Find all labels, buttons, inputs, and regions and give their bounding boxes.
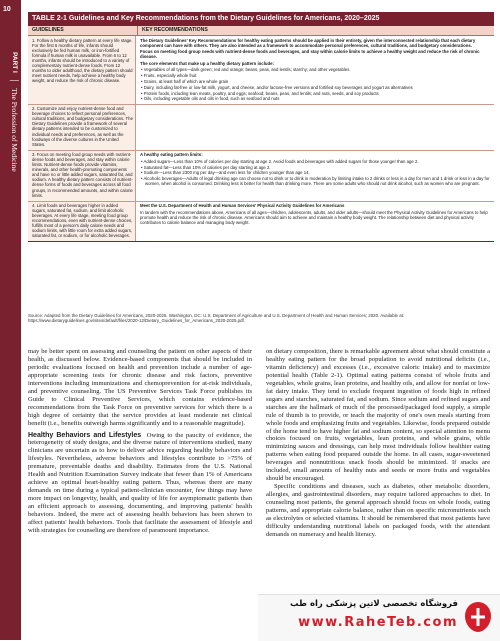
watermark-persian-text: فروشگاه تخصصی لاتین پزشکی راه طب [290,599,458,609]
sidebar-section-label: PART I│The Profession of Medicine [10,52,19,172]
raheteb-logo-icon [462,600,494,634]
table-row [28,36,494,105]
rec-core: The core elements that make up a healthy dietary pattern include: [140,60,274,66]
list-item: • Vegetables of all types—dark green; red and orange; beans, peas, and lentils; starchy; and other vegetables [141,67,350,73]
watermark-url: www.RaheTeb.com [298,615,458,630]
meet-text: In tandem with the recommendations above, Americans of all ages—children, adolescents, adults, and older adults—should meet the Physical Activity Guidelines for Americans to help promote health and reduce the risk of chronic disease. Americans should aim to achieve and maintain a healthy body weight. The relationship between diet and physical activity contributes to calorie balance and managing body weight. [140,209,488,225]
watermark-banner [258,594,500,641]
table-title: TABLE 2-1 Guidelines and Key Recommendations from the Dietary Guidelines for Americans, 2020–2025 [28,12,494,26]
rec-intro: The Dietary Guidelines' Key Recommendations for healthy eating patterns should be applied in their entirety, given the interconnected relationship that each dietary component can have with others. They are also intended as a framework to accommodate personal preferences, cultural traditions, and budgetary considerations. [140,37,476,48]
list-item: • Alcoholic beverages—Adults of legal drinking age can choose not to drink or to drink in moderation by limiting intake to 2 drinks or less in a day for men and 1 drink or less in a day for women, when alcohol is consumed. Drinking less is better for health than drinking more. There are some adults who should not drink alcohol, such as women who are pregnant. [141,176,490,187]
col-guidelines-header: GUIDELINES [32,27,64,33]
list-item: • Grains, at least half of which are whole grain [141,78,229,84]
page-number: 10 [3,6,11,13]
list-item: • Oils, including vegetable oils and oils in food, such as seafood and nuts [141,96,280,102]
rec-focus: Focus on meeting food group needs with nutrient-dense foods and beverages, and stay within calorie limits to achieve a healthy weight and reduce the risk of chronic disease. [140,49,480,60]
col-recommendations-header: KEY RECOMMENDATIONS [137,26,494,35]
guideline-text: 2. Customize and enjoy nutrient-dense food and beverage choices to reflect personal preferences, cultural traditions, and budgetary considerations. The Dietary Guidelines provide a framework of several dietary patterns intended to be customized to individual needs and preferences, as well as the foodways of the diverse cultures in the United States. [32,106,133,147]
list-item: • Fruits, especially whole fruit [141,73,197,79]
section-heading: Healthy Behaviors and Lifestyles [28,431,142,439]
list-item: • Saturated fat—Less than 10% of calories per day starting at age 2. [141,164,271,170]
table-row [28,202,494,243]
table-source-note: Source: Adapted from the Dietary Guidelines for Americans, 2020-2025. Washington, DC: U.S. Department of Agriculture and U.S. Department of Health and Human Services; 2020. Available at: https://www.dietaryguidelines.gov/sites/default/files/2020-12/Dietary_Guidelines_for_Americans_2020-2025.pdf. [28,313,405,324]
table-header [28,26,494,36]
meet-title: Meet the U.S. Department of Health and Human Services' Physical Activity Guidelines for Americans [140,203,345,209]
body-column-right [266,348,490,539]
table-row [28,105,494,151]
table-row [28,151,494,202]
guideline-text: 1. Follow a healthy dietary pattern at every life stage. For the first 6 months of life, infants should exclusively be fed human milk, or iron-fortified formula if human milk is unavailable. From 6 to 12 months, infants should be introduced to a variety of complementary nutrient-dense foods. From 12 months to older adulthood, the dietary pattern should meet nutrient needs, help achieve a healthy body weight, and reduce the risk of chronic disease. [32,37,133,83]
list-item: • Sodium—Less than 2300 mg per day—and even less for children younger than age 14. [141,170,310,176]
part-label: PART I [11,52,18,73]
body-paragraph: may be better spent on assessing and counseling the patient on other aspects of their health, as discussed below. Evidence-based components that should be included in periodic evaluations focused on health and prevention include a number of age-appropriate screening tests for chronic disease and risk factors, preventive interventions including immunizations and chemoprevention for at-risk individuals, and preventive counseling. The US Preventive Services Task Force publishes its Guide to Clinical Preventive Services, which contains evidence-based recommendations from the Task Force on preventive services for which there is a high degree of certainty that the service provides at least moderate net clinical benefit (i.e., benefits outweigh harms significantly and to a reasonable magnitude). [28,348,252,427]
limit-intro: A healthy eating pattern limits: [140,152,203,158]
section-label: The Profession of Medicine [10,88,19,172]
chapter-sidebar [0,0,21,640]
body-paragraph: Specific conditions and diseases, such as diabetes, other metabolic disorders, allergies, and gastrointestinal disorders, may require tailored approaches to diet. In counseling most patients, the general approach should focus on whole foods, eating patterns, and appropriate calorie balance, rather than on specific micronutrients such as electrolytes or selected vitamins. It should be remembered that most patients have difficulty understanding nutritional labels on packaged foods, with the attendant demands on numeracy and health literacy. [266,483,490,538]
body-paragraph: on dietary composition, there is remarkable agreement about what should constitute a healthy eating pattern for the broad population to avoid nutritional deficits (i.e., vitamin deficiency) and excesses (i.e., excessive caloric intake) and to maximize potential health (Table 2-1). Optimal eating patterns consist of whole fruits and vegetables, whole grains, lean proteins, and healthy oils, and allow for nonfat or low-fat dairy intake. They tend to exclude frequent ingestion of foods high in refined sugars and starches, saturated fat, and sodium. Since sodium and refined sugars and starches are the hallmark of much of the processed/packaged food supply, a simple rule of thumb is to provide, or teach the majority of one's own meals starting from whole foods and emphasizing fruits and vegetables. Likewise, foods prepared outside of the home tend to have higher fat and sodium content, so special attention to menu choices focused on fruits, vegetables, lean proteins, and whole grains, while minimizing sauces and dressings, can help most individuals follow healthier eating patterns when eating food prepared outside the home. In all cases, sugar-sweetened beverages and nonnutritious snack foods should be minimized. If snacks are included, small amounts of healthy nuts and seeds or more fruits and vegetables should be encouraged. [266,348,490,483]
list-item: • Protein foods, including lean meats, poultry, and eggs; seafood; beans, peas, and lentils; and nuts, seeds, and soy products [141,90,379,96]
body-column-left: may be better spent on assessing and counseling the patient on other aspects of their health, as discussed below. Evidence-based components that should be included in periodic evaluations focused on health and prevention include a number of age-appropriate screening tests for chronic disease and risk factors, preventive interventions including immunizations and chemoprevention for at-risk individuals, and preventive counseling. The US Preventive Services Task Force publishes its Guide to Clinical Preventive Services, which contains evidence-based recommendations from the Task Force on preventive services for which there is a high degree of certainty that the service provides at least moderate net clinical benefit (i.e., benefits outweigh harms significantly and to a reasonable magnitude). Healthy Behaviors and Lifestyles Owing to the paucity of evidence, the heterogeneity of study designs, and the diverse nature of interventions studied, many clinicians are uncertain as to how to deliver advice regarding healthy behaviors and lifestyles. Nevertheless, adverse behaviors and lifestyles contribute to >75% of premature, preventable deaths and disability. Estimates from the U.S. National Health and Nutrition Examination Survey indicate that fewer than 1% of Americans achieve an optimal heart-healthy eating pattern. Thus, whereas there are many demands on time during a typical patient-clinician encounter, few things may have more impact on longevity, health, and quality of life for asymptomatic patients than an efficient approach to assessing, documenting, and improving patients' health behaviors. Indeed, the mere act of assessing health behaviors has been shown to affect patients' health behaviors. Tools that facilitate the assessment of lifestyle and with strategies for counseling are therefore of paramount importance. [28,348,252,534]
guideline-text: 3. Focus on meeting food group needs with nutrient-dense foods and beverages, and stay within calorie limits. Nutrient-dense foods provide vitamins, minerals, and other health-promoting components and have no or little added sugars, saturated fat, and sodium. A healthy dietary pattern consists of nutrient-dense forms of foods and beverages across all food groups, in recommended amounts, and within calorie limits. [32,152,133,198]
guideline-text: 4. Limit foods and beverages higher in added sugars, saturated fat, sodium, and limit alcoholic beverages. At every life stage, meeting food group recommendations, even with nutrient-dense choices, fulfills most of a person's daily calorie needs and sodium limits, with little room for extra added sugars, saturated fat, or sodium, or for alcoholic beverages. [32,203,133,239]
guidelines-table [28,12,494,242]
list-item: • Dairy, including fat-free or low-fat milk, yogurt, and cheese, and/or lactose-free versions and fortified soy beverages and yogurt as alternatives [141,84,413,90]
list-item: • Added sugars—Less than 10% of calories per day starting at age 2. Avoid foods and beverages with added sugars for those younger than age 2. [141,158,419,164]
